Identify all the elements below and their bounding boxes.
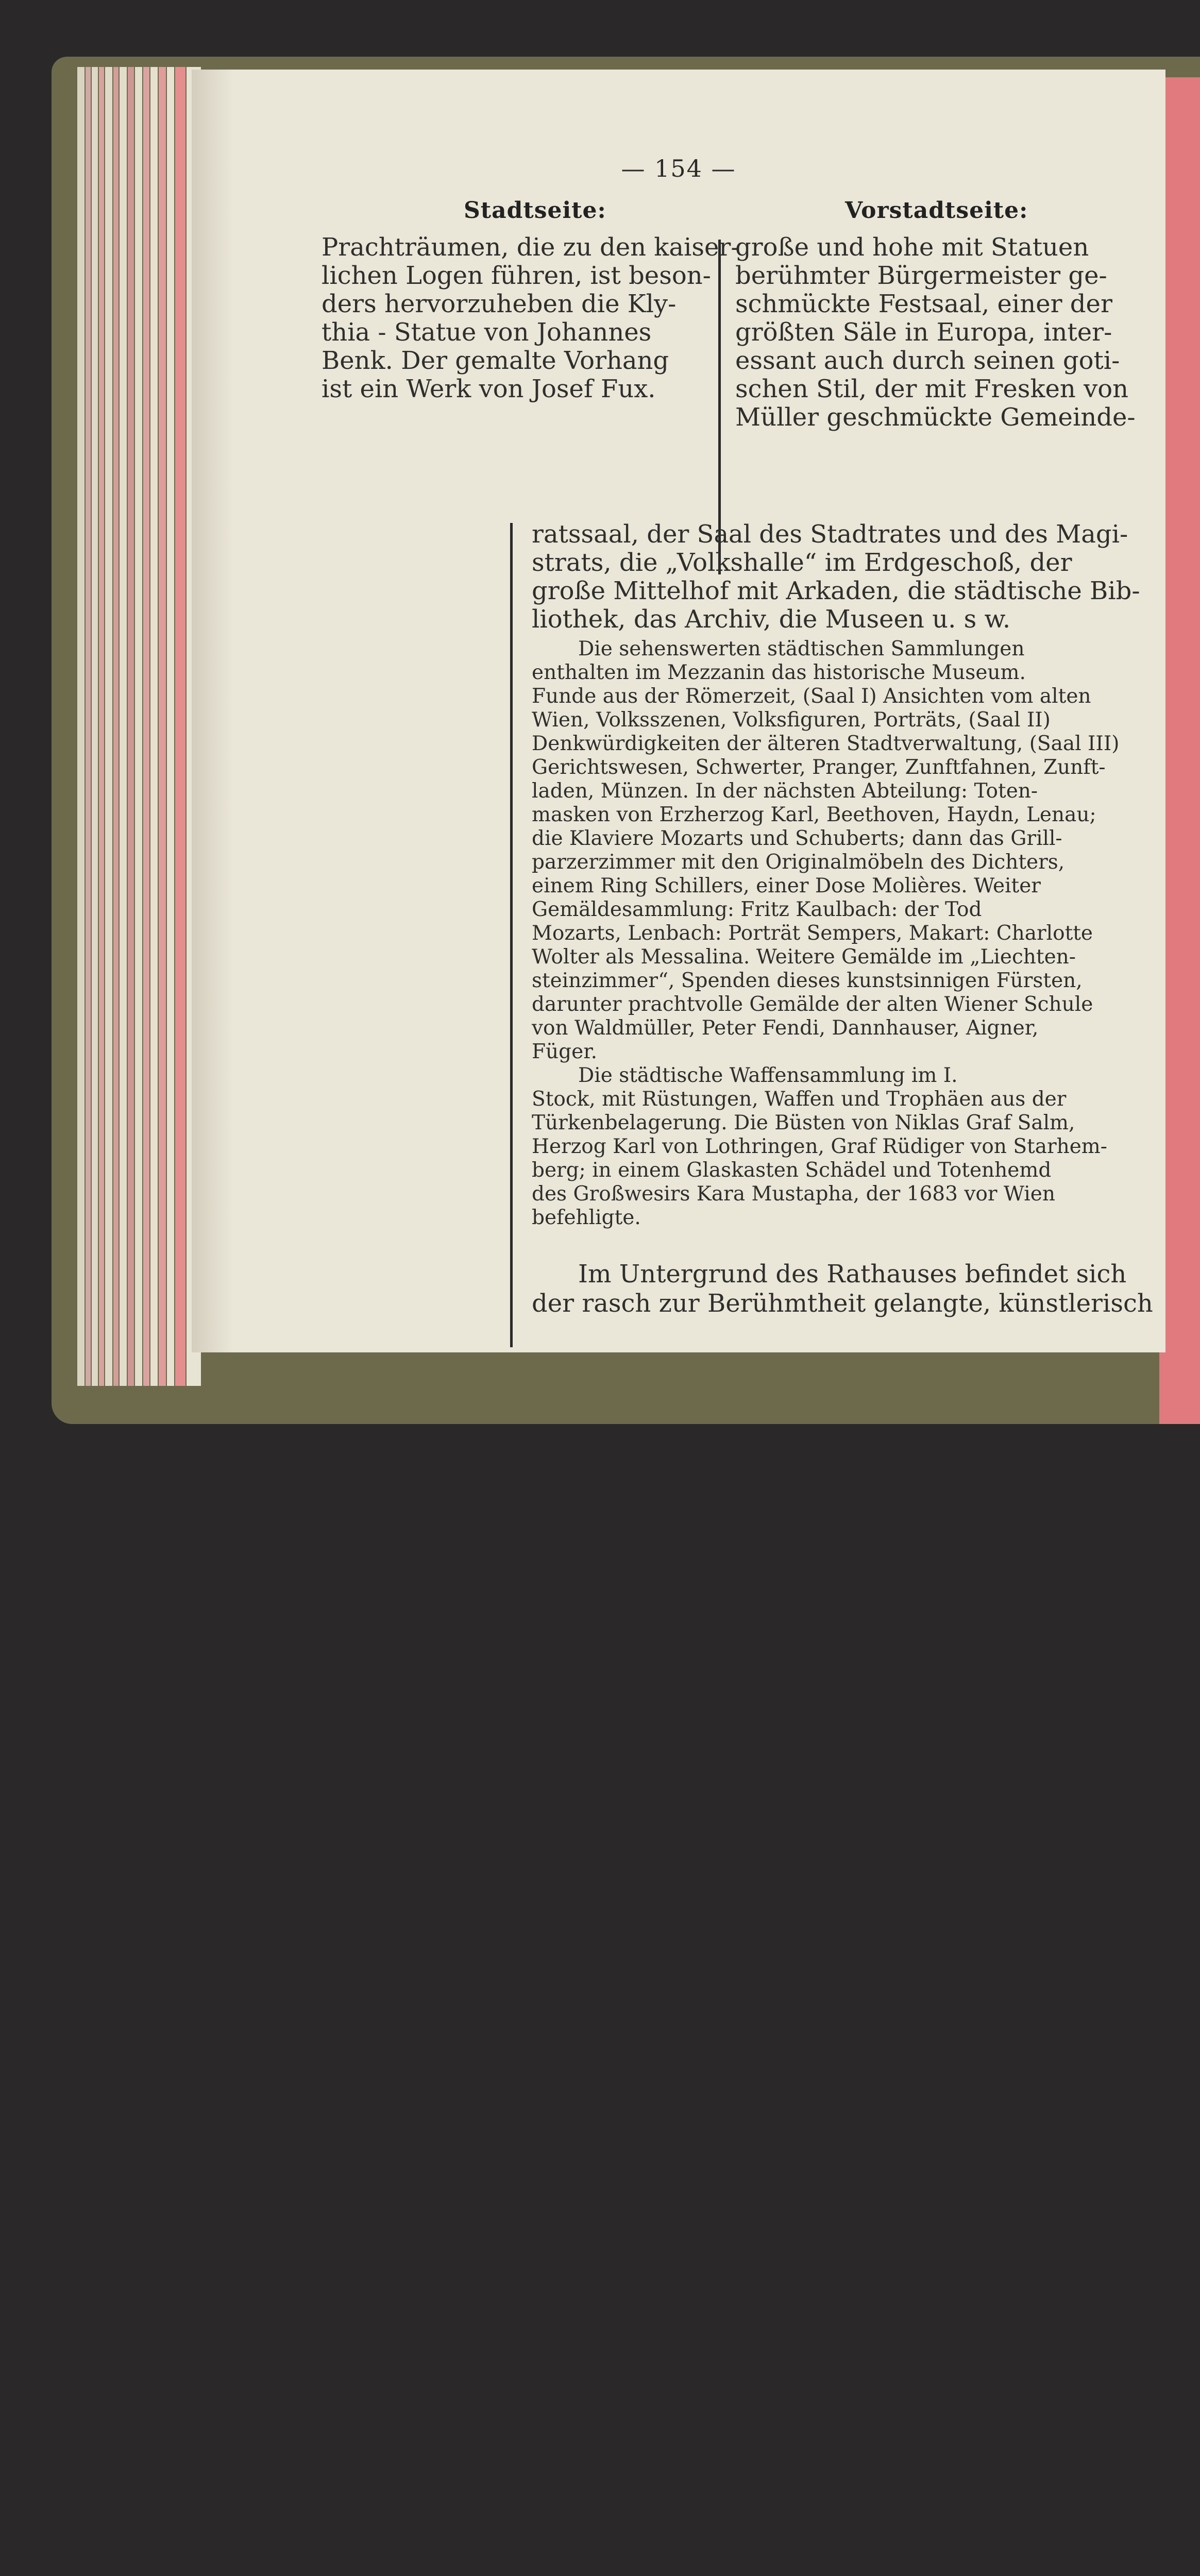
binding-shadow xyxy=(192,70,233,1352)
small-line: enthalten im Mezzanin das historische Museum. xyxy=(532,661,1026,684)
heading-stadtseite: Stadtseite: xyxy=(464,197,606,224)
left-line: ders hervorzuheben die Kly- xyxy=(322,290,677,318)
left-line: Prachträumen, die zu den kaiser- xyxy=(322,233,739,262)
right-line: essant auch durch seinen goti- xyxy=(735,346,1120,375)
right-line: große und hohe mit Statuen xyxy=(735,233,1089,262)
small-line: Mozarts, Lenbach: Porträt Sempers, Makart: Charlotte xyxy=(532,922,1093,945)
small-line: steinzimmer“, Spenden dieses kunstsinnigen Fürsten, xyxy=(532,969,1083,992)
small-line: befehligte. xyxy=(532,1206,641,1229)
small-line: darunter prachtvolle Gemälde der alten Wiener Schule xyxy=(532,993,1093,1016)
right-line: schen Stil, der mit Fresken von xyxy=(735,375,1129,403)
small-line: masken von Erzherzog Karl, Beethoven, Haydn, Lenau; xyxy=(532,803,1096,826)
right-line: Müller geschmückte Gemeinde- xyxy=(735,403,1136,432)
small-line: einem Ring Schillers, einer Dose Molières. Weiter xyxy=(532,874,1041,897)
heading-vorstadtseite: Vorstadtseite: xyxy=(845,197,1028,224)
small-line: des Großwesirs Kara Mustapha, der 1683 vor Wien xyxy=(532,1182,1055,1206)
left-line: Benk. Der gemalte Vorhang xyxy=(322,346,669,375)
small-line: Türkenbelagerung. Die Büsten von Niklas Graf Salm, xyxy=(532,1111,1075,1134)
body-line: liothek, das Archiv, die Museen u. s w. xyxy=(532,605,1011,634)
final-line: der rasch zur Berühmtheit gelangte, künstlerisch xyxy=(532,1289,1153,1318)
right-line: größten Säle in Europa, inter- xyxy=(735,318,1112,347)
left-line: lichen Logen führen, ist beson- xyxy=(322,261,711,290)
final-line: Im Untergrund des Rathauses befindet sich xyxy=(578,1260,1127,1289)
body-line: große Mittelhof mit Arkaden, die städtische Bib- xyxy=(532,577,1140,605)
page-number: — 154 — xyxy=(621,155,736,182)
small-line: Die sehenswerten städtischen Sammlungen xyxy=(578,637,1025,660)
body-line: strats, die „Volkshalle“ im Erdgeschoß, der xyxy=(532,548,1072,577)
page-edges xyxy=(77,67,201,1386)
right-line: schmückte Festsaal, einer der xyxy=(735,290,1112,318)
body-line: ratssaal, der Saal des Stadtrates und des Magi- xyxy=(532,520,1128,549)
small-line: Gerichtswesen, Schwerter, Pranger, Zunftfahnen, Zunft- xyxy=(532,756,1106,779)
small-line: Stock, mit Rüstungen, Waffen und Trophäen aus der xyxy=(532,1088,1067,1111)
final-paragraph xyxy=(532,1260,1200,2576)
small-line: Herzog Karl von Lothringen, Graf Rüdiger von Starhem- xyxy=(532,1135,1107,1158)
small-line: laden, Münzen. In der nächsten Abteilung: Toten- xyxy=(532,779,1038,803)
right-line: berühmter Bürgermeister ge- xyxy=(735,261,1107,290)
left-line: thia - Statue von Johannes xyxy=(322,318,652,347)
small-line: Denkwürdigkeiten der älteren Stadtverwaltung, (Saal III) xyxy=(532,732,1120,755)
small-line: parzerzimmer mit den Originalmöbeln des Dichters, xyxy=(532,851,1065,874)
small-line: Wien, Volksszenen, Volksfiguren, Porträts, (Saal II) xyxy=(532,708,1051,732)
small-line: Die städtische Waffensammlung im I. xyxy=(578,1064,958,1087)
small-line: berg; in einem Glaskasten Schädel und Totenhemd xyxy=(532,1159,1052,1182)
small-line: Gemäldesammlung: Fritz Kaulbach: der Tod xyxy=(532,898,982,921)
book-page xyxy=(192,70,1165,1352)
small-line: von Waldmüller, Peter Fendi, Dannhauser, Aigner, xyxy=(532,1016,1039,1040)
small-line: die Klaviere Mozarts und Schuberts; dann das Grill- xyxy=(532,827,1062,850)
small-line: Füger. xyxy=(532,1040,597,1063)
left-line: ist ein Werk von Josef Fux. xyxy=(322,375,656,403)
small-line: Funde aus der Römerzeit, (Saal I) Ansichten vom alten xyxy=(532,685,1091,708)
small-line: Wolter als Messalina. Weitere Gemälde im „Liechten- xyxy=(532,945,1076,969)
